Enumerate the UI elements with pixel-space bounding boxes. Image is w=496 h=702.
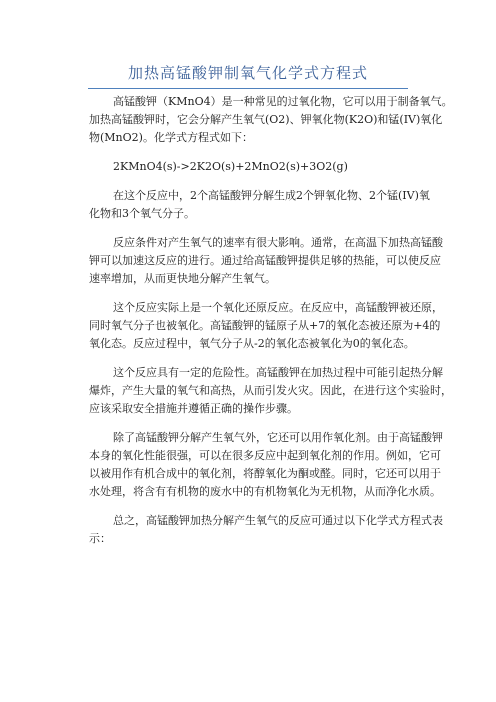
document-title: 加热高锰酸钾制氧气化学式方程式 bbox=[127, 64, 368, 82]
paragraph-line: 反应条件对产生氧气的速率有很大影响。通常，在高温下加热高锰酸 bbox=[113, 236, 443, 249]
paragraph-line: 这个反应具有一定的危险性。高锰酸钾在加热过程中可能引起热分解 bbox=[113, 366, 443, 379]
paragraph-line: 钾可以加速这反应的进行。通过给高锰酸钾提供足够的热能，可以使反应 bbox=[89, 254, 441, 267]
paragraph-line: 示： bbox=[89, 532, 111, 545]
paragraph-line: 除了高锰酸钾分解产生氧气外，它还可以用作氧化剂。由于高锰酸钾 bbox=[113, 431, 443, 444]
chemical-equation: 2KMnO4(s)->2K2O(s)+2MnO2(s)+3O2(g) bbox=[113, 160, 348, 173]
paragraph-line: 爆炸，产生大量的氧气和高热，从而引发火灾。因此，在进行这个实验时， bbox=[89, 384, 452, 397]
paragraph-line: 加热高锰酸钾时，它会分解产生氧气(O2)、钾氧化物(K2O)和锰(IV)氧化 bbox=[89, 113, 443, 126]
document-body bbox=[89, 93, 453, 559]
paragraph-line: 水处理，将含有有机物的废水中的有机物氧化为无机物，从而净化水质。 bbox=[89, 485, 441, 498]
paragraph-line: 应该采取安全措施并遵循正确的操作步骤。 bbox=[89, 402, 298, 415]
paragraph-equation bbox=[89, 158, 424, 176]
paragraph-reaction bbox=[89, 187, 430, 223]
paragraph-line: 氧化态。反应过程中，氧气分子从-2的氧化态被氧化为0的氧化态。 bbox=[89, 337, 415, 350]
paragraph-line: 在这个反应中，2个高锰酸钾分解生成2个钾氧化物、2个锰(IV)氧 bbox=[113, 189, 430, 202]
paragraph-line: 这个反应实际上是一个氧化还原反应。在反应中，高锰酸钾被还原， bbox=[113, 301, 443, 314]
paragraph-summary bbox=[89, 512, 443, 548]
paragraph-danger bbox=[89, 364, 452, 418]
paragraph-line: 本身的氧化性能很强，可以在很多反应中起到氧化剂的作用。例如，它可 bbox=[89, 449, 441, 462]
paragraph-redox bbox=[89, 299, 443, 353]
paragraph-line: 化物和3个氧气分子。 bbox=[89, 207, 195, 220]
paragraph-line: 同时氧气分子也被氧化。高锰酸钾的锰原子从+7的氧化态被还原为+4的 bbox=[89, 319, 441, 332]
paragraph-intro bbox=[89, 93, 453, 147]
paragraph-oxidant bbox=[89, 429, 443, 501]
paragraph-line: 高锰酸钾（KMnO4）是一种常见的过氧化物，它可以用于制备氧气。 bbox=[113, 95, 453, 108]
paragraph-line: 以被用作有机合成中的氧化剂，将醇氧化为酮或醛。同时，它还可以用于 bbox=[89, 467, 441, 480]
paragraph-line: 物(MnO2)。化学式方程式如下： bbox=[89, 131, 253, 144]
title-underline bbox=[88, 88, 408, 89]
paragraph-line: 总之，高锰酸钾加热分解产生氧气的反应可通过以下化学式方程式表 bbox=[113, 514, 443, 527]
paragraph-conditions bbox=[89, 234, 443, 288]
paragraph-line: 速率增加，从而更快地分解产生氧气。 bbox=[89, 272, 276, 285]
